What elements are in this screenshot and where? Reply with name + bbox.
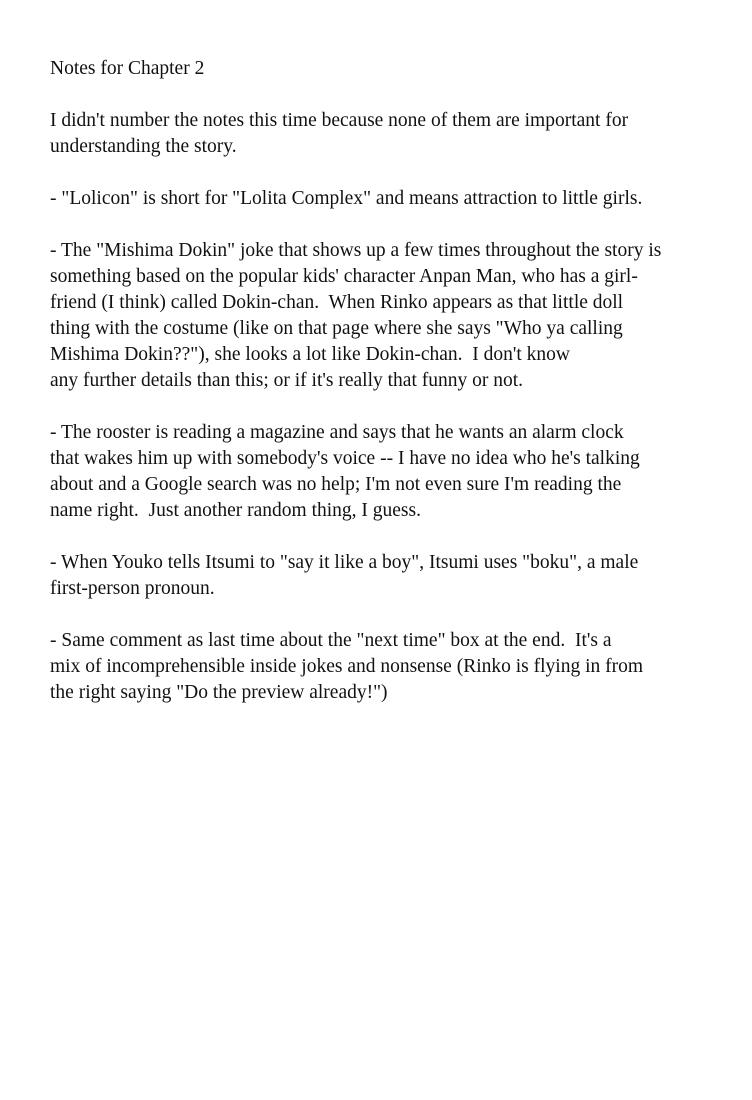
- text-line: - The rooster is reading a magazine and says that he wants an alarm clock: [50, 422, 624, 443]
- text-line: Mishima Dokin??"), she looks a lot like Dokin-chan. I don't know: [50, 344, 571, 365]
- page-title: Notes for Chapter 2: [50, 58, 205, 79]
- text-line: name right. Just another random thing, I guess.: [50, 500, 421, 521]
- text-line: thing with the costume (like on that page where she says "Who ya calling: [50, 318, 623, 339]
- text-line: - Same comment as last time about the "next time" box at the end. It's a: [50, 630, 612, 651]
- note-mishima-dokin: [50, 238, 730, 394]
- text-line: something based on the popular kids' character Anpan Man, who has a girl-: [50, 266, 638, 287]
- text-line: first-person pronoun.: [50, 578, 215, 599]
- text-line: - The "Mishima Dokin" joke that shows up a few times throughout the story is: [50, 240, 662, 261]
- note-rooster: [50, 420, 730, 524]
- notes-document: [50, 56, 730, 732]
- text-line: - When Youko tells Itsumi to "say it like a boy", Itsumi uses "boku", a male: [50, 552, 639, 573]
- text-line: any further details than this; or if it's really that funny or not.: [50, 370, 524, 391]
- note-lolicon: [50, 186, 730, 212]
- text-line: understanding the story.: [50, 136, 237, 157]
- text-line: mix of incomprehensible inside jokes and nonsense (Rinko is flying in from: [50, 656, 644, 677]
- text-line: friend (I think) called Dokin-chan. When Rinko appears as that little doll: [50, 292, 624, 313]
- text-line: the right saying "Do the preview already!"): [50, 682, 388, 703]
- text-line: I didn't number the notes this time because none of them are important for: [50, 110, 629, 131]
- note-next-time-box: [50, 628, 730, 706]
- note-boku: [50, 550, 730, 602]
- text-line: - "Lolicon" is short for "Lolita Complex" and means attraction to little girls.: [50, 188, 643, 209]
- text-line: about and a Google search was no help; I'm not even sure I'm reading the: [50, 474, 622, 495]
- text-line: that wakes him up with somebody's voice -- I have no idea who he's talking: [50, 448, 640, 469]
- note-intro: [50, 108, 730, 160]
